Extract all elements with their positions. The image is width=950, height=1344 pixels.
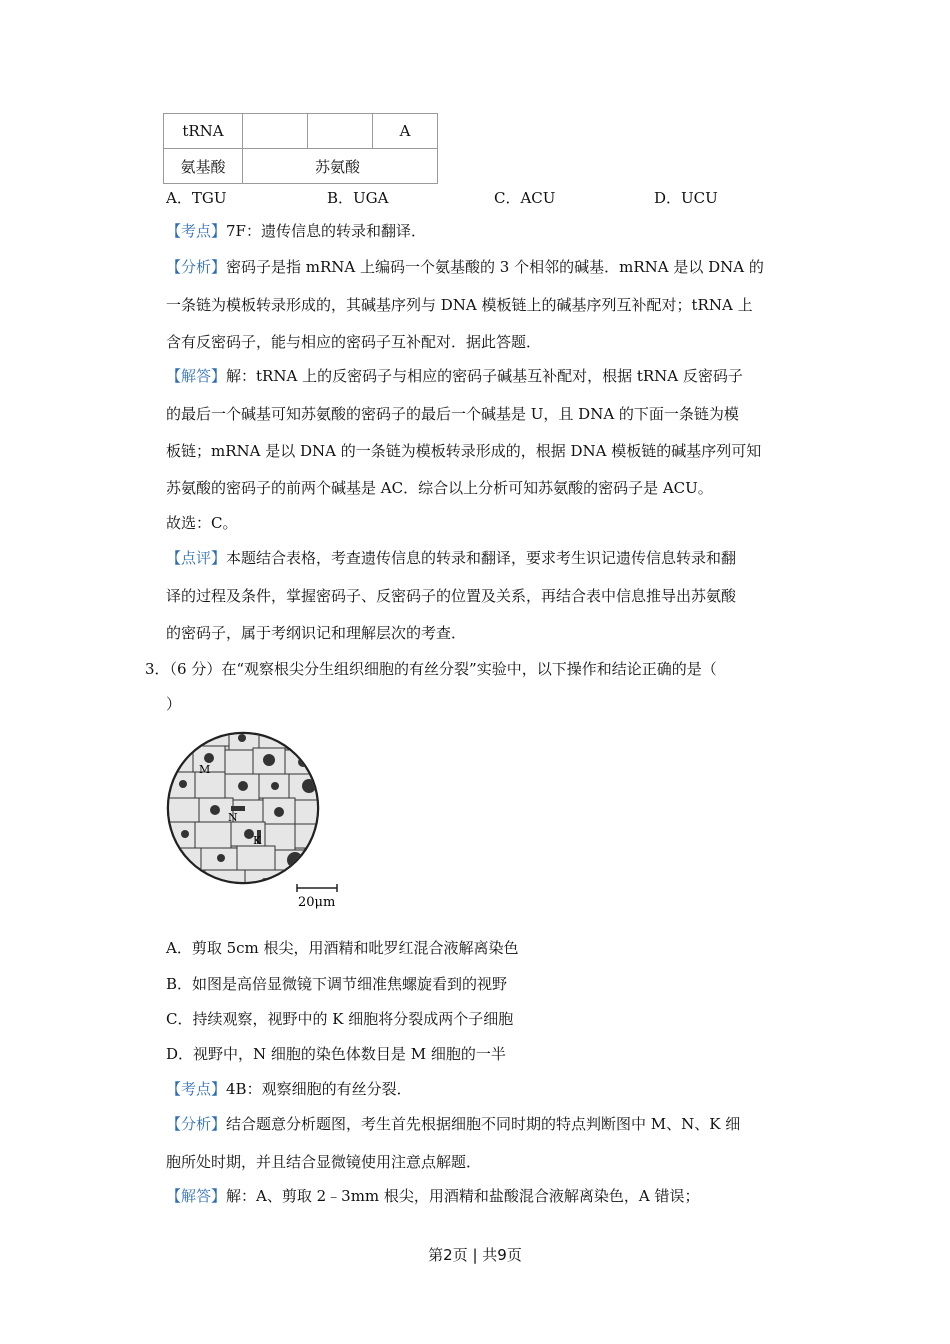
option-b: B．UGA <box>327 189 389 207</box>
q3-kaodian <box>166 1079 412 1099</box>
option-d: D．UCU <box>654 189 718 207</box>
q2-dianping-line-2: 译的过程及条件，掌握密码子、反密码子的位置及关系，再结合表中信息推导出苏氨酸 <box>166 587 737 605</box>
section-text: 7F：遗传信息的转录和翻译． <box>226 222 426 240</box>
q2-dianping-line-1 <box>166 548 736 568</box>
table-cell: 氨基酸 <box>164 149 243 184</box>
micrograph-figure <box>165 726 345 912</box>
q2-fenxi-line-2: 一条链为模板转录形成的，其碱基序列与 DNA 模板链上的碱基序列互补配对；tRNA 上 <box>166 296 753 314</box>
section-text: 本题结合表格，考查遗传信息的转录和翻译，要求考生识记遗传信息转录和翻 <box>226 549 737 567</box>
q3-option-a: A．剪取 5cm 根尖，用酒精和吡罗红混合液解离染色 <box>166 939 519 957</box>
option-c: C．ACU <box>494 189 556 207</box>
section-tag: 【分析】 <box>166 258 227 276</box>
q2-fenxi-line-1 <box>166 257 764 277</box>
section-text: 结合题意分析题图，考生首先根据细胞不同时期的特点判断图中 M、N、K 细 <box>226 1115 741 1133</box>
scale-label: 20μm <box>298 895 336 910</box>
label-m: M <box>199 763 211 776</box>
table-row <box>164 114 438 149</box>
table-cell: 苏氨酸 <box>243 149 438 184</box>
section-text: 解：tRNA 上的反密码子与相应的密码子碱基互补配对，根据 tRNA 反密码子 <box>226 367 743 385</box>
table-row <box>164 149 438 184</box>
section-tag: 【解答】 <box>166 367 227 385</box>
q3-jieda <box>166 1186 700 1206</box>
q2-jieda-line-3: 板链；mRNA 是以 DNA 的一条链为模板转录形成的，根据 DNA 模板链的碱基序列可知 <box>166 442 762 460</box>
section-text: 4B：观察细胞的有丝分裂． <box>226 1080 412 1098</box>
table-cell <box>308 114 373 149</box>
table-cell <box>243 114 308 149</box>
q3-stem-line-2: ） <box>166 695 182 713</box>
label-n: N <box>228 811 238 824</box>
q2-jieda-line-2: 的最后一个碱基可知苏氨酸的密码子的最后一个碱基是 U，且 DNA 的下面一条链为模 <box>166 405 739 423</box>
table-cell: A <box>373 114 438 149</box>
option-a: A．TGU <box>166 189 227 207</box>
q3-option-c: C．持续观察，视野中的 K 细胞将分裂成两个子细胞 <box>166 1010 514 1028</box>
q2-kaodian <box>166 221 426 241</box>
section-tag: 【解答】 <box>166 1187 227 1205</box>
table-cell: tRNA <box>164 114 243 149</box>
label-k: K <box>253 834 262 847</box>
section-text: 解：A、剪取 2﹣3mm 根尖，用酒精和盐酸混合液解离染色，A 错误； <box>226 1187 700 1205</box>
page-footer: 第2页 | 共9页 <box>428 1246 522 1264</box>
section-tag: 【考点】 <box>166 222 227 240</box>
q3-stem-line-1: 3．（6 分）在“观察根尖分生组织细胞的有丝分裂”实验中，以下操作和结论正确的是（ <box>145 660 717 678</box>
q2-fenxi-line-3: 含有反密码子，能与相应的密码子互补配对．据此答题． <box>166 333 542 351</box>
q2-jieda-line-4: 苏氨酸的密码子的前两个碱基是 AC．综合以上分析可知苏氨酸的密码子是 ACU。 <box>166 479 713 497</box>
section-text: 密码子是指 mRNA 上编码一个氨基酸的 3 个相邻的碱基．mRNA 是以 DNA 的 <box>226 258 764 276</box>
section-tag: 【考点】 <box>166 1080 227 1098</box>
q2-answer: 故选：C。 <box>166 514 238 532</box>
section-tag: 【点评】 <box>166 549 227 567</box>
q3-fenxi-line-2: 胞所处时期，并且结合显微镜使用注意点解题． <box>166 1153 482 1171</box>
q3-fenxi-line-1 <box>166 1114 740 1134</box>
q2-jieda-line-1 <box>166 366 743 386</box>
codon-table <box>163 113 438 184</box>
q2-dianping-line-3: 的密码子，属于考纲识记和理解层次的考查． <box>166 624 467 642</box>
section-tag: 【分析】 <box>166 1115 227 1133</box>
q3-option-d: D．视野中，N 细胞的染色体数目是 M 细胞的一半 <box>166 1045 506 1063</box>
q3-option-b: B．如图是高倍显微镜下调节细准焦螺旋看到的视野 <box>166 975 508 993</box>
